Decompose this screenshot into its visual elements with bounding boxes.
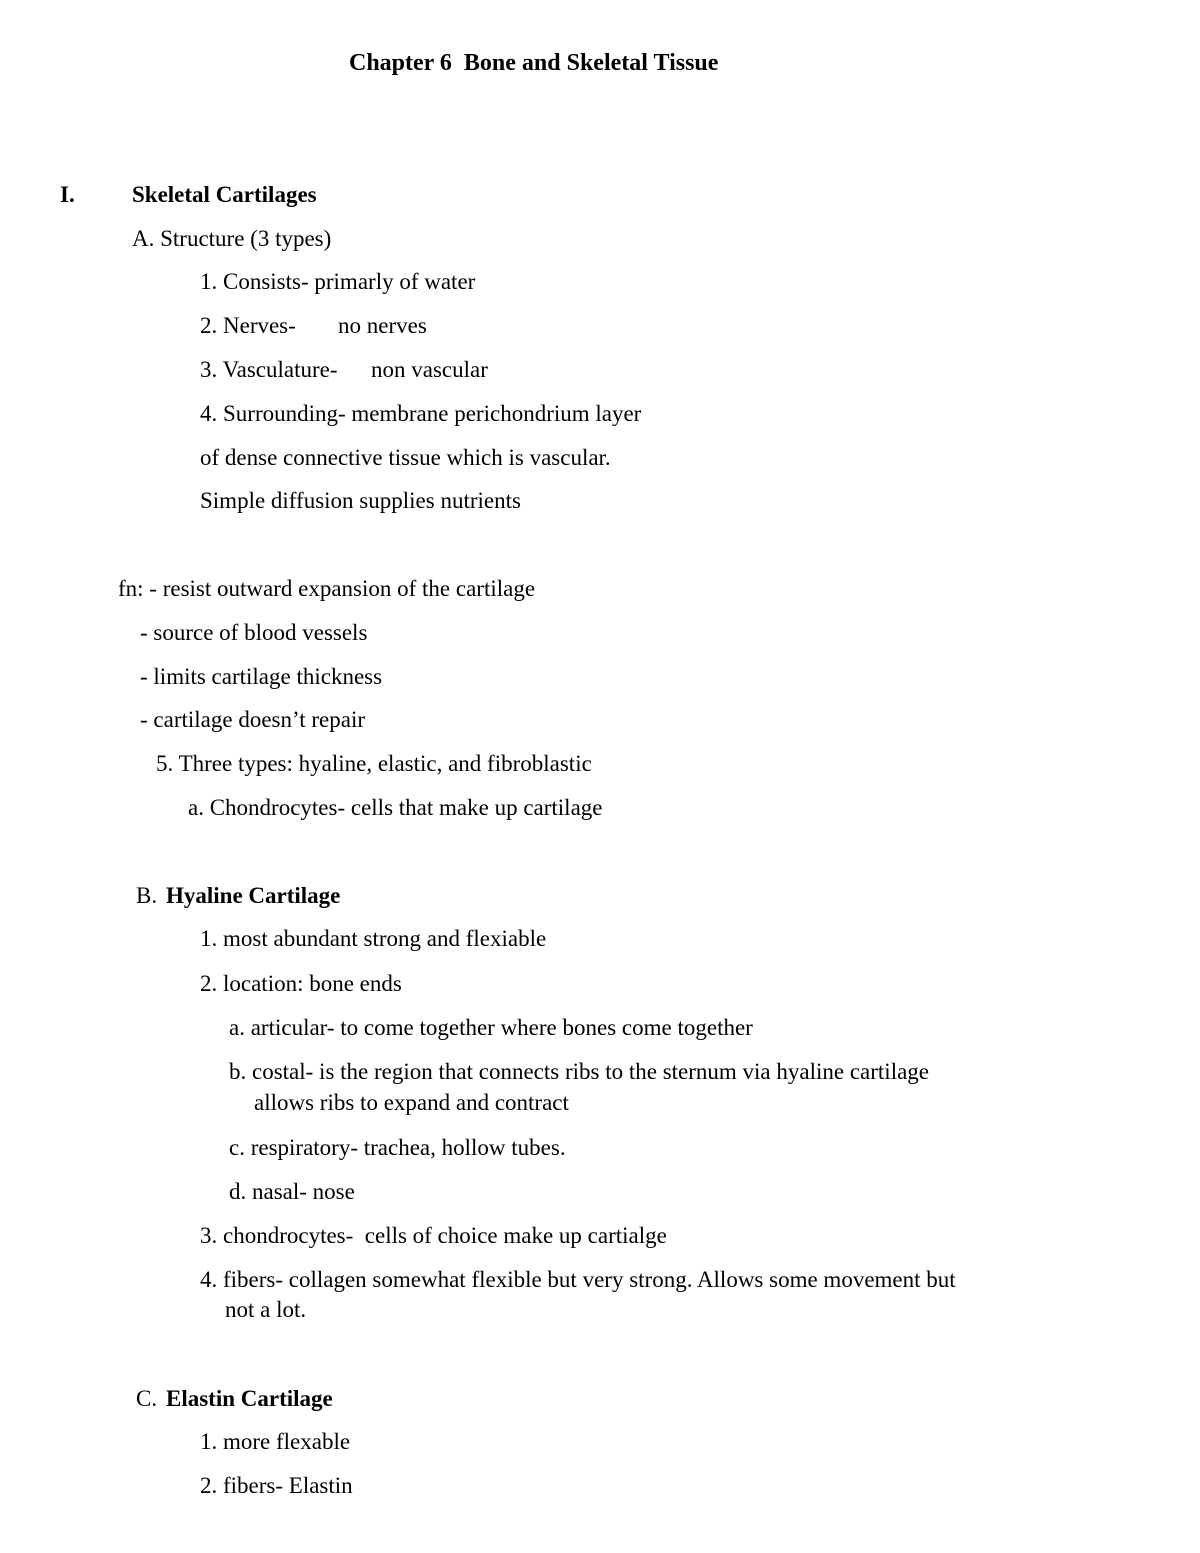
function-line: - source of blood vessels (140, 620, 368, 645)
list-item-value: non vascular (371, 357, 488, 382)
sub-list-item: b. costal- is the region that connects ribs to the sternum via hyaline cartilage (229, 1059, 930, 1084)
list-item: 3. Vasculature- (200, 357, 338, 382)
function-line: fn: - resist outward expansion of the cartilage (118, 576, 536, 601)
list-item-value: no nerves (338, 313, 427, 338)
sub-list-item: a. articular- to come together where bones come together (229, 1015, 753, 1040)
list-item: 4. fibers- collagen somewhat flexible but very strong. Allows some movement but (200, 1267, 956, 1292)
subsection-heading: Hyaline Cartilage (166, 883, 341, 908)
subsection-label: A. Structure (3 types) (132, 226, 332, 251)
list-item-continuation: not a lot. (225, 1297, 307, 1322)
list-item: 1. more flexable (200, 1429, 351, 1454)
sub-list-item-continuation: allows ribs to expand and contract (254, 1090, 569, 1115)
subsection-letter: B. (136, 883, 158, 908)
function-line: - cartilage doesn’t repair (140, 707, 365, 732)
list-item: 1. most abundant strong and flexiable (200, 926, 547, 951)
section-heading: Skeletal Cartilages (132, 182, 317, 207)
page-title: Chapter 6 Bone and Skeletal Tissue (349, 50, 719, 76)
function-line: - limits cartilage thickness (140, 664, 383, 689)
list-item: 1. Consists- primarly of water (200, 269, 476, 294)
subsection-heading: Elastin Cartilage (166, 1386, 333, 1411)
list-item-continuation: Simple diffusion supplies nutrients (200, 488, 521, 513)
list-item: 4. Surrounding- membrane perichondrium layer (200, 401, 642, 426)
list-item-continuation: of dense connective tissue which is vascular. (200, 445, 611, 470)
list-item: 2. Nerves- (200, 313, 296, 338)
sub-list-item: c. respiratory- trachea, hollow tubes. (229, 1135, 566, 1160)
list-item: 2. location: bone ends (200, 971, 402, 996)
sub-list-item: a. Chondrocytes- cells that make up cartilage (188, 795, 603, 820)
list-item: 5. Three types: hyaline, elastic, and fibroblastic (156, 751, 592, 776)
sub-list-item: d. nasal- nose (229, 1179, 355, 1204)
list-item: 2. fibers- Elastin (200, 1473, 353, 1498)
list-item: 3. chondrocytes- cells of choice make up cartialge (200, 1223, 667, 1248)
section-numeral: I. (60, 182, 75, 207)
subsection-letter: C. (136, 1386, 158, 1411)
